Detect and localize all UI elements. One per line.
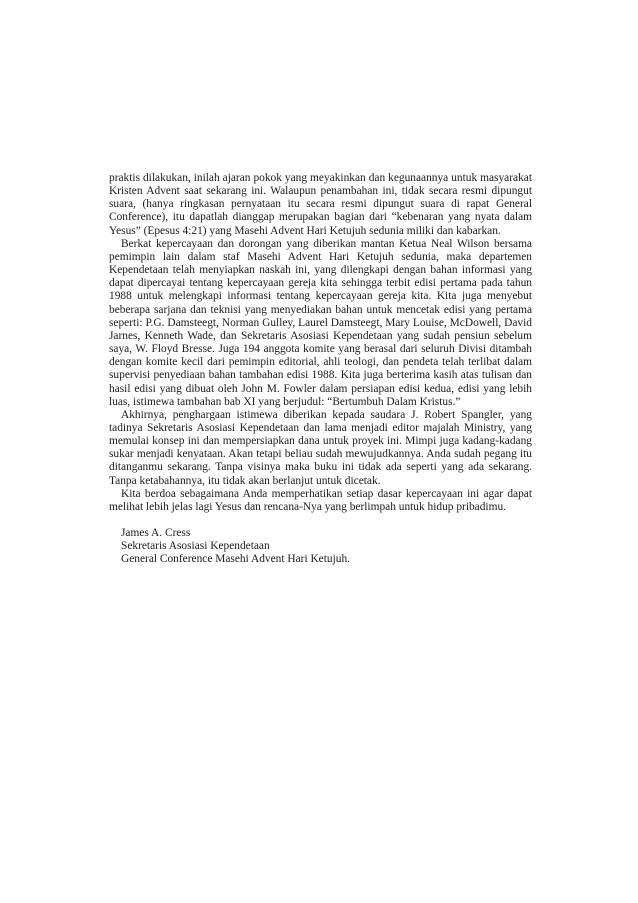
body-paragraph: Akhirnya, penghargaan istimewa diberikan kepada saudara J. Robert Spangler, yang tadinya Sekretaris Asosiasi Kependetaan dan lama menjadi editor majalah Ministry, yang memulai konsep ini dan mempersiapkan dana untuk proyek ini. Mimpi juga kadang-kadang sukar menjadi kenyataan. Akan tetapi beliau sudah mewujudkannya. Anda sudah pegang itu ditanganmu sekarang. Tanpa visinya maka buku ini tidak ada seperti yang ada sekarang. Tanpa ketabahannya, itu tidak akan berlanjut untuk dicetak. (109, 408, 532, 487)
signature-title: Sekretaris Asosiasi Kependetaan (121, 540, 270, 553)
signature-block (109, 527, 532, 566)
signature-name: James A. Cress (121, 527, 191, 540)
document-body (109, 172, 532, 567)
signature-organization: General Conference Masehi Advent Hari Ketujuh. (121, 553, 350, 566)
body-paragraph: praktis dilakukan, inilah ajaran pokok yang meyakinkan dan kegunaannya untuk masyarakat Kristen Advent saat sekarang ini. Walaupun penambahan ini, tidak secara resmi dipungut suara, (hanya ringkasan pernyataan itu secara resmi dipungut suara di rapat General Conference), itu dapatlah dianggap merupakan bagian dari “kebenaran yang nyata dalam Yesus” (Epesus 4:21) yang Masehi Advent Hari Ketujuh sedunia miliki dan kabarkan. (109, 172, 532, 237)
body-paragraph: Kita berdoa sebagaimana Anda memperhatikan setiap dasar kepercayaan ini agar dapat melihat lebih jelas lagi Yesus dan rencana-Nya yang berlimpah untuk hidup pribadimu. (109, 487, 532, 513)
body-paragraph: Berkat kepercayaan dan dorongan yang diberikan mantan Ketua Neal Wilson bersama pemimpin lain dalam staf Masehi Advent Hari Ketujuh sedunia, maka departemen Kependetaan telah menyiapkan naskah ini, yang dilengkapi dengan bahan informasi yang dapat dipercayai tentang kepercayaan gereja kita sehingga terbit edisi pertama pada tahun 1988 untuk melengkapi informasi tentang kepercayaan gereja kita. Kita juga menyebut beberapa sarjana dan teknisi yang menyediakan bahan untuk mencetak edisi yang pertama seperti: P.G. Damsteegt, Norman Gulley, Laurel Damsteegt, Mary Louise, McDowell, David Jarnes, Kenneth Wade, dan Sekretaris Asosiasi Kependetaan yang sudah pensiun sebelum saya, W. Floyd Bresse. Juga 194 anggota komite yang berasal dari seluruh Divisi ditambah dengan komite kecil dari pemimpin editorial, ahli teologi, dan pendeta telah terlibat dalam supervisi penyediaan bahan tambahan edisi 1988. Kita juga berterima kasih atas tulisan dan hasil edisi yang dibuat oleh John M. Fowler dalam persiapan edisi kedua, edisi yang lebih luas, istimewa tambahan bab XI yang berjudul: “Bertumbuh Dalam Kristus.” (109, 237, 532, 408)
